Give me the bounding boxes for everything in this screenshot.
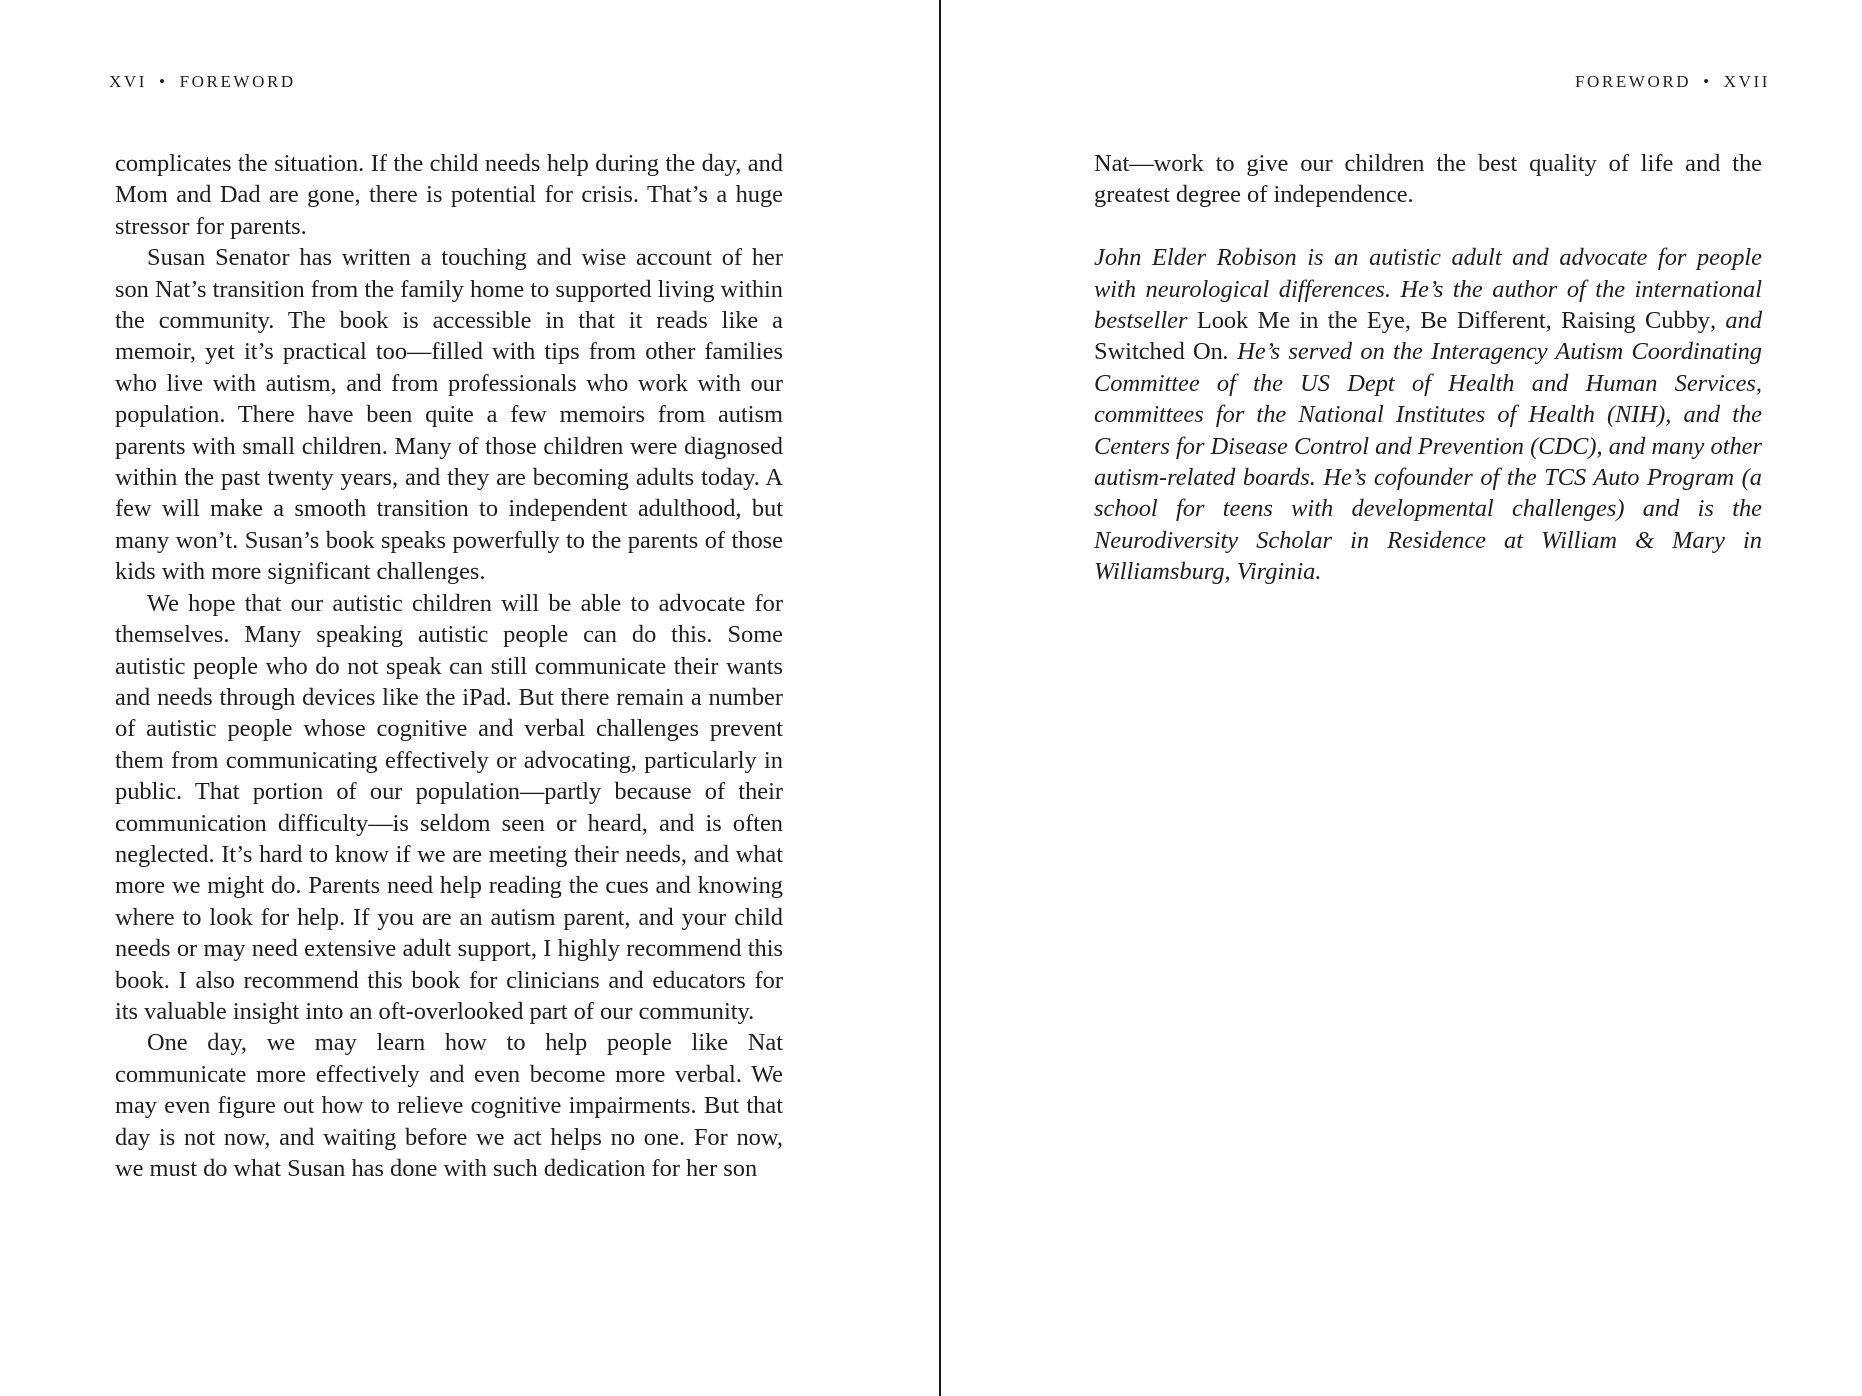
bio-text: . He’s served on the Interagency Autism Coordinating Committee of the US Dept of Health and Human Services, committees for the National Institutes of Health (NIH), and the Centers for Disease Control and Prevention (CDC), and many other autism-related boards. He’s cofounder of the TCS Auto Program (a school for teens with developmental challenges) and is the Neurodiversity Scholar in Residence at William & Mary in Williamsburg, Virginia. [1094, 338, 1763, 586]
bio-separator: , [1545, 307, 1562, 335]
bio-text: John Elder Robison is an autistic adult and advocate for people with neurological differences. He’s the author of the international bestseller [1094, 244, 1762, 335]
book-spine-divider [939, 0, 941, 1396]
right-section-title: FOREWORD [1574, 72, 1692, 91]
body-paragraph-continuation: Nat—work to give our children the best quality of life and the greatest degree of independence. [1094, 150, 1762, 209]
body-paragraph: One day, we may learn how to help people like Nat communicate more effectively and even become more verbal. We may even figure out how to relieve cognitive impairments. But that day is not now, and waiting before we act helps no one. For now, we must do what Susan has done with such dedication for her son [115, 1029, 783, 1182]
author-bio [1094, 242, 1762, 587]
left-page-body [115, 148, 783, 1184]
left-head-bullet: • [159, 72, 168, 91]
left-running-head [109, 71, 296, 93]
right-page-body [1094, 148, 1762, 588]
book-title: Look Me in the Eye [1196, 307, 1405, 335]
book-title: Raising Cubby [1561, 307, 1710, 335]
book-title: Be Different [1420, 307, 1546, 335]
bio-separator: , [1404, 307, 1421, 335]
bio-separator: , and [1710, 307, 1763, 335]
left-section-title: FOREWORD [179, 72, 296, 91]
body-paragraph: We hope that our autistic children will be able to advocate for themselves. Many speaking autistic people can do this. Some autistic people who do not speak can still communicate their wants and needs through devices like the iPad. But there remain a number of autistic people whose cognitive and verbal challenges prevent them from communicating effectively or advocating, particularly in public. That portion of our population—partly because of their communication difficulty—is seldom seen or heard, and is often neglected. It’s hard to know if we are meeting their needs, and what more we might do. Parents need help reading the cues and knowing where to look for help. If you are an autism parent, and your child needs or may need extensive adult support, I highly recommend this book. I also recommend this book for clinicians and educators for its valuable insight into an oft-overlooked part of our community. [115, 589, 783, 1025]
body-paragraph: complicates the situation. If the child needs help during the day, and Mom and Dad are gone, there is potential for crisis. That’s a huge stressor for parents. [115, 150, 783, 240]
right-head-bullet: • [1703, 72, 1712, 91]
right-running-head [1575, 71, 1770, 93]
book-title: Switched On [1094, 338, 1223, 366]
body-paragraph: Susan Senator has written a touching and wise account of her son Nat’s transition from the family home to supported living within the community. The book is accessible in that it reads like a memoir, yet it’s practical too—filled with tips from other families who live with autism, and from professionals who work with our population. There have been quite a few memoirs from autism parents with small children. Many of those children were diagnosed within the past twenty years, and they are becoming adults today. A few will make a smooth transition to independent adulthood, but many won’t. Susan’s book speaks powerfully to the parents of those kids with more significant challenges. [115, 244, 783, 586]
right-page-number: XVII [1723, 72, 1770, 91]
left-page-number: XVI [109, 72, 148, 91]
